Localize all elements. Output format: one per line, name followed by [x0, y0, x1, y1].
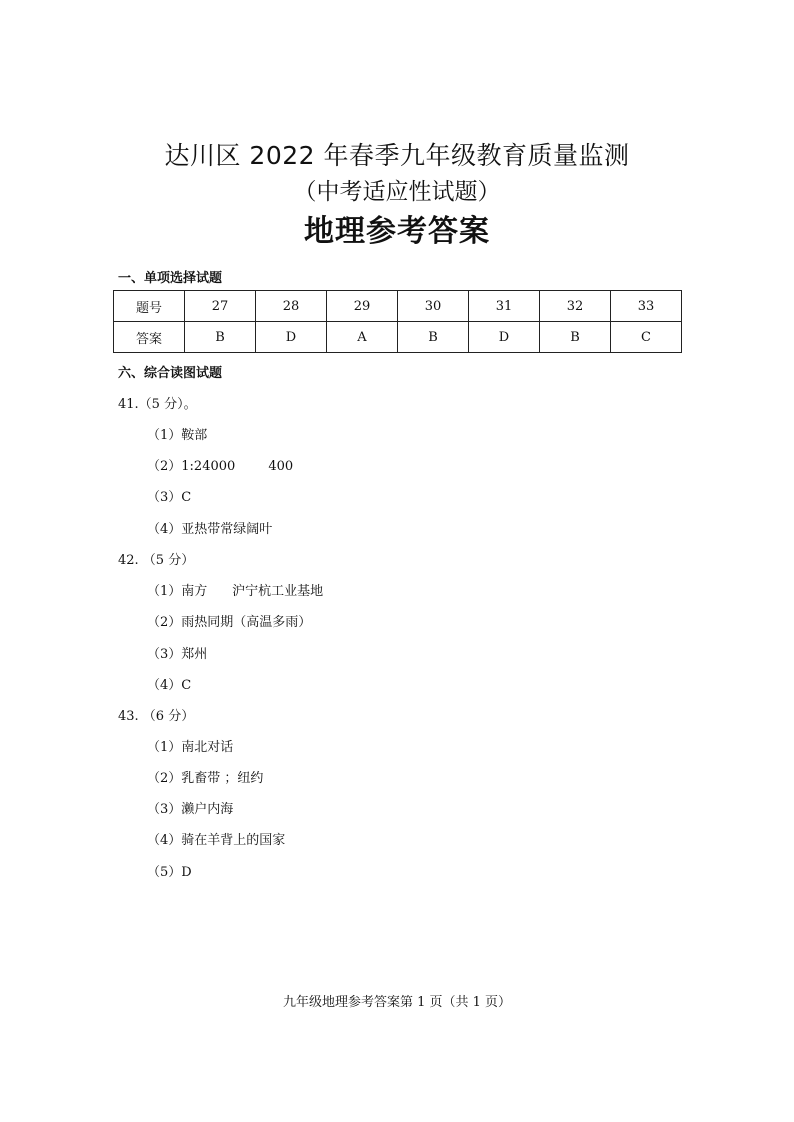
answer-table: [113, 290, 682, 353]
table-row-question-numbers: [114, 291, 682, 322]
document-title: 达川区 2022 年春季九年级教育质量监测: [164, 141, 630, 170]
table-row-label: 答案: [114, 322, 185, 353]
document-subtitle: （中考适应性试题）: [293, 179, 501, 205]
answer-line: （3）郑州: [147, 647, 208, 662]
answer-line: （3）濑户内海: [147, 802, 234, 817]
answer-cell: C: [611, 322, 682, 353]
section-heading-map-reading: 六、综合读图试题: [118, 366, 223, 381]
question-41-title: 41.（5 分）。: [118, 397, 197, 412]
answer-cell: B: [185, 322, 256, 353]
answer-line: （4）亚热带常绿阔叶: [147, 522, 273, 537]
answer-line: （4）骑在羊背上的国家: [147, 833, 286, 848]
answer-cell: B: [540, 322, 611, 353]
question-number-cell: 32: [540, 291, 611, 322]
answer-line: （4）C: [147, 678, 192, 693]
section-heading-multiple-choice: 一、单项选择试题: [118, 271, 223, 286]
answer-line: （1）南北对话: [147, 740, 234, 755]
question-number-cell: 27: [185, 291, 256, 322]
answer-cell: D: [256, 322, 327, 353]
question-number-cell: 28: [256, 291, 327, 322]
answer-line: （5）D: [147, 865, 192, 880]
answer-line: （2）1:24000 400: [147, 459, 294, 474]
answer-cell: B: [398, 322, 469, 353]
question-42-title: 42. （5 分）: [118, 553, 195, 568]
question-number-cell: 31: [469, 291, 540, 322]
answer-cell: A: [327, 322, 398, 353]
answer-line: （2）雨热同期（高温多雨）: [147, 615, 312, 630]
table-row-label: 题号: [114, 291, 185, 322]
answer-key-title: 地理参考答案: [304, 214, 490, 249]
answer-cell: D: [469, 322, 540, 353]
answer-line: （1）南方 沪宁杭工业基地: [147, 584, 324, 599]
page-footer: 九年级地理参考答案第 1 页（共 1 页）: [282, 995, 512, 1010]
answer-line: （3）C: [147, 490, 192, 505]
question-number-cell: 29: [327, 291, 398, 322]
table-row-answers: [114, 322, 682, 353]
question-number-cell: 30: [398, 291, 469, 322]
answer-line: （1）鞍部: [147, 428, 208, 443]
answer-line: （2）乳畜带 ；纽约: [147, 771, 264, 786]
question-43-title: 43. （6 分）: [118, 709, 195, 724]
question-number-cell: 33: [611, 291, 682, 322]
